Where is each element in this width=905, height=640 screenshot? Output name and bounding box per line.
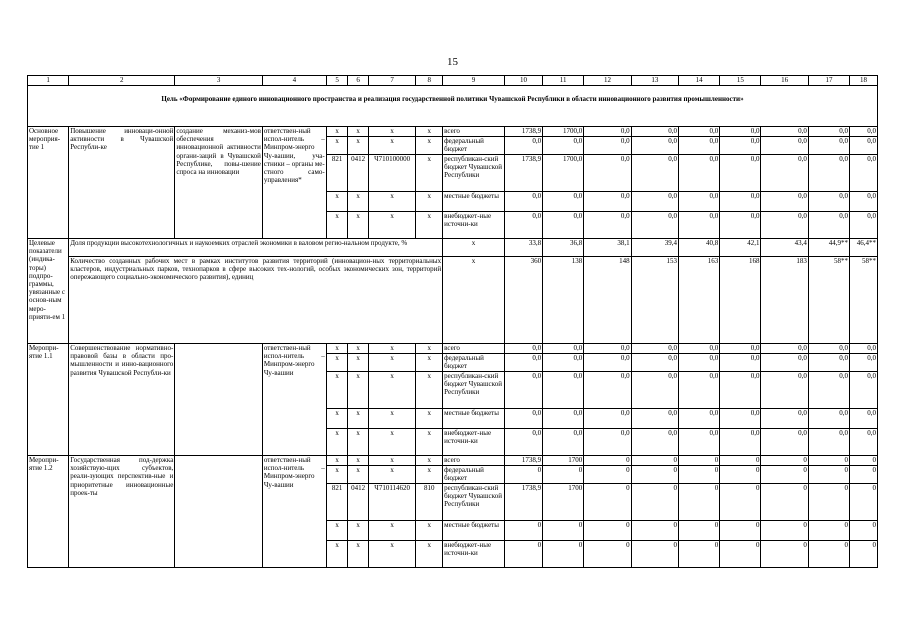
funding-value: 1700 — [543, 456, 584, 466]
funding-source: всего — [443, 456, 505, 466]
csr-code: x — [368, 466, 415, 484]
funding-value: 0 — [504, 521, 542, 541]
funding-value: 0 — [761, 456, 808, 466]
funding-value: 0 — [584, 456, 631, 466]
funding-value: 0,0 — [761, 127, 808, 137]
column-number: 1 — [28, 76, 69, 86]
rz-code: x — [348, 372, 369, 409]
funding-source: внебюджет-ные источни-ки — [443, 541, 505, 568]
csr-code: x — [368, 212, 415, 239]
rz-code: 0412 — [348, 484, 369, 521]
funding-value: 1738,9 — [504, 456, 542, 466]
funding-value: 0,0 — [850, 137, 878, 155]
funding-value: 0,0 — [808, 127, 849, 137]
funding-value: 0,0 — [584, 127, 631, 137]
funding-value: 0,0 — [679, 212, 720, 239]
funding-value: 1738,9 — [504, 484, 542, 521]
grbs-code: x — [326, 521, 348, 541]
m11-goal — [175, 344, 263, 456]
grbs-code: x — [326, 354, 348, 372]
funding-value: 0,0 — [808, 409, 849, 429]
funding-value: 0,0 — [850, 127, 878, 137]
vr-code: x — [416, 541, 443, 568]
funding-value: 0,0 — [631, 212, 678, 239]
funding-value: 0 — [679, 484, 720, 521]
indicator-value: 148 — [584, 257, 631, 344]
funding-value: 0,0 — [543, 354, 584, 372]
funding-value: 0 — [631, 466, 678, 484]
vr-code: x — [416, 155, 443, 192]
vr-code: x — [416, 429, 443, 456]
funding-value: 0,0 — [584, 137, 631, 155]
column-number: 4 — [262, 76, 326, 86]
funding-value: 0 — [720, 466, 761, 484]
funding-value: 0,0 — [504, 137, 542, 155]
funding-value: 0,0 — [761, 192, 808, 212]
goal-row — [28, 86, 878, 113]
grbs-code: x — [326, 127, 348, 137]
funding-value: 0,0 — [808, 372, 849, 409]
funding-value: 0 — [761, 466, 808, 484]
funding-source: федеральный бюджет — [443, 354, 505, 372]
m12-responsible: ответствен-ный испол-нитель – Минпром-энерго Чу-вашии — [262, 456, 326, 568]
funding-value: 0 — [808, 466, 849, 484]
indicator-value: 36,8 — [543, 239, 584, 257]
funding-value: 0,0 — [720, 212, 761, 239]
rz-code: x — [348, 344, 369, 354]
m11-row-total — [28, 344, 878, 354]
grbs-code: x — [326, 466, 348, 484]
funding-value: 0,0 — [850, 409, 878, 429]
main1-responsible: ответствен-ный испол-нитель – Минпром-энерго Чу-вашии, уча-стники – органы ме-стного само-управления* — [262, 127, 326, 239]
funding-value: 0,0 — [504, 429, 542, 456]
funding-value: 0,0 — [761, 354, 808, 372]
csr-code: x — [368, 409, 415, 429]
funding-value: 0,0 — [808, 192, 849, 212]
funding-value: 0 — [504, 466, 542, 484]
indicator-row-2 — [28, 257, 878, 344]
csr-code: x — [368, 541, 415, 568]
vr-code: x — [416, 456, 443, 466]
csr-code: x — [368, 344, 415, 354]
funding-value: 0,0 — [679, 409, 720, 429]
funding-value: 0,0 — [584, 372, 631, 409]
vr-code: x — [416, 344, 443, 354]
rz-code: x — [348, 466, 369, 484]
funding-value: 0,0 — [584, 192, 631, 212]
funding-value: 0,0 — [808, 137, 849, 155]
indicator-value: 138 — [543, 257, 584, 344]
csr-code: Ч710100000 — [368, 155, 415, 192]
funding-value: 0,0 — [679, 429, 720, 456]
funding-value: 0,0 — [504, 212, 542, 239]
funding-value: 0,0 — [761, 155, 808, 192]
indicator-value: 43,4 — [761, 239, 808, 257]
m12-label: Меропри-ятие 1.2 — [28, 456, 69, 568]
funding-value: 0,0 — [808, 429, 849, 456]
funding-value: 0,0 — [808, 354, 849, 372]
funding-value: 0,0 — [761, 344, 808, 354]
funding-value: 0,0 — [679, 127, 720, 137]
main1-name: Повышение инноваци-онной активности в Чувашской Республи-ке — [69, 127, 175, 239]
funding-value: 0,0 — [761, 429, 808, 456]
column-number: 15 — [720, 76, 761, 86]
vr-code: x — [416, 212, 443, 239]
funding-value: 0 — [679, 521, 720, 541]
indicator-value: 153 — [631, 257, 678, 344]
vr-code: x — [416, 372, 443, 409]
grbs-code: x — [326, 212, 348, 239]
funding-value: 0,0 — [720, 192, 761, 212]
funding-source: внебюджет-ные источни-ки — [443, 429, 505, 456]
program-table — [27, 75, 878, 568]
column-number: 6 — [348, 76, 369, 86]
funding-value: 0,0 — [504, 354, 542, 372]
funding-value: 0,0 — [679, 155, 720, 192]
funding-source: республикан-ский бюджет Чувашской Республики — [443, 372, 505, 409]
rz-code: x — [348, 212, 369, 239]
rz-code: x — [348, 429, 369, 456]
funding-value: 0,0 — [504, 192, 542, 212]
indicator-name: Доля продукции высокотехнологичных и наукоемких отраслей экономики в валовом регио-нальном продукте, % — [69, 239, 443, 257]
m11-responsible: ответствен-ный испол-нитель – Минпром-энерго Чу-вашии — [262, 344, 326, 456]
indicator-value: 33,8 — [504, 239, 542, 257]
csr-code: x — [368, 456, 415, 466]
rz-code: x — [348, 137, 369, 155]
column-number: 7 — [368, 76, 415, 86]
csr-code: x — [368, 372, 415, 409]
grbs-code: x — [326, 372, 348, 409]
funding-source: всего — [443, 344, 505, 354]
funding-value: 0,0 — [504, 372, 542, 409]
spacer-row — [28, 112, 878, 127]
column-number: 11 — [543, 76, 584, 86]
rz-code: x — [348, 127, 369, 137]
funding-value: 0,0 — [679, 344, 720, 354]
column-number-row — [28, 76, 878, 86]
funding-source: внебюджет-ные источни-ки — [443, 212, 505, 239]
funding-value: 0 — [631, 456, 678, 466]
funding-value: 0,0 — [679, 137, 720, 155]
column-number: 14 — [679, 76, 720, 86]
funding-value: 0,0 — [850, 155, 878, 192]
vr-code: x — [416, 127, 443, 137]
funding-value: 1700 — [543, 484, 584, 521]
indicators-label: Целевые показатели (индика-торы) подпро-граммы, увязанные с основ-ным меро-прияти-ем 1 — [28, 239, 69, 344]
rz-code: 0412 — [348, 155, 369, 192]
column-number: 13 — [631, 76, 678, 86]
funding-value: 0 — [584, 484, 631, 521]
grbs-code: 821 — [326, 484, 348, 521]
funding-value: 1738,9 — [504, 127, 542, 137]
rz-code: x — [348, 192, 369, 212]
funding-value: 0 — [543, 466, 584, 484]
grbs-code: x — [326, 137, 348, 155]
funding-value: 0,0 — [720, 409, 761, 429]
grbs-code: 821 — [326, 155, 348, 192]
grbs-code: x — [326, 429, 348, 456]
funding-source: республикан-ский бюджет Чувашской Республики — [443, 155, 505, 192]
funding-value: 0,0 — [543, 212, 584, 239]
funding-value: 0,0 — [850, 212, 878, 239]
funding-value: 0 — [808, 456, 849, 466]
funding-value: 0,0 — [720, 429, 761, 456]
funding-value: 0 — [808, 521, 849, 541]
grbs-code: x — [326, 456, 348, 466]
funding-source: республикан-ский бюджет Чувашской Республики — [443, 484, 505, 521]
indicator-value: 46,4** — [850, 239, 878, 257]
funding-value: 0 — [808, 484, 849, 521]
indicator-value: 183 — [761, 257, 808, 344]
funding-value: 0,0 — [761, 137, 808, 155]
rz-code: x — [348, 409, 369, 429]
funding-value: 1700,0 — [543, 155, 584, 192]
funding-value: 0 — [808, 541, 849, 568]
funding-value: 0,0 — [631, 344, 678, 354]
m12-goal — [175, 456, 263, 568]
vr-code: x — [416, 409, 443, 429]
main1-label: Основное мероприя-тие 1 — [28, 127, 69, 239]
funding-value: 0,0 — [679, 354, 720, 372]
funding-value: 1700,0 — [543, 127, 584, 137]
indicator-value: 40,8 — [679, 239, 720, 257]
funding-value: 0,0 — [543, 372, 584, 409]
funding-value: 0,0 — [679, 372, 720, 409]
vr-code: x — [416, 521, 443, 541]
funding-source: федеральный бюджет — [443, 137, 505, 155]
funding-value: 0,0 — [720, 127, 761, 137]
indicator-value: 58** — [808, 257, 849, 344]
m11-name: Совершенствование нормативно-правовой базы в области про-мышленности и инно-вационного развития Чувашской Республи-ки — [69, 344, 175, 456]
funding-value: 0,0 — [850, 372, 878, 409]
funding-value: 0,0 — [543, 344, 584, 354]
funding-source: местные бюджеты — [443, 521, 505, 541]
column-number: 2 — [69, 76, 175, 86]
funding-value: 0,0 — [584, 155, 631, 192]
column-number: 9 — [443, 76, 505, 86]
funding-value: 0 — [679, 541, 720, 568]
funding-value: 1738,9 — [504, 155, 542, 192]
funding-value: 0 — [631, 521, 678, 541]
csr-code: x — [368, 354, 415, 372]
funding-value: 0,0 — [808, 212, 849, 239]
funding-value: 0,0 — [584, 344, 631, 354]
indicator-value: 38,1 — [584, 239, 631, 257]
csr-code: x — [368, 127, 415, 137]
m12-row-total — [28, 456, 878, 466]
funding-value: 0,0 — [543, 409, 584, 429]
column-number: 3 — [175, 76, 263, 86]
funding-value: 0,0 — [631, 137, 678, 155]
indicator-row-1 — [28, 239, 878, 257]
funding-value: 0 — [761, 541, 808, 568]
funding-value: 0,0 — [631, 409, 678, 429]
funding-value: 0 — [850, 466, 878, 484]
main1-goal: создание механиз-мов обеспечения инновационной активности органи-заций в Чувашской Республике, повы-шение спроса на инновации — [175, 127, 263, 239]
funding-value: 0,0 — [720, 354, 761, 372]
funding-value: 0 — [850, 484, 878, 521]
indicator-value: 163 — [679, 257, 720, 344]
funding-value: 0,0 — [720, 155, 761, 192]
grbs-code: x — [326, 344, 348, 354]
funding-value: 0,0 — [761, 212, 808, 239]
funding-value: 0,0 — [584, 429, 631, 456]
goal-title: Цель «Формирование единого инновационного пространства и реализация государственной политики Чувашской Республики в области инновационного развития промышленности» — [28, 86, 878, 113]
indicator-unit: x — [443, 257, 505, 344]
funding-value: 0,0 — [761, 372, 808, 409]
column-number: 8 — [416, 76, 443, 86]
column-number: 10 — [504, 76, 542, 86]
funding-value: 0,0 — [850, 354, 878, 372]
vr-code: x — [416, 137, 443, 155]
csr-code: x — [368, 192, 415, 212]
csr-code: x — [368, 137, 415, 155]
funding-value: 0 — [584, 541, 631, 568]
main1-row-total — [28, 127, 878, 137]
funding-value: 0,0 — [631, 155, 678, 192]
funding-value: 0 — [584, 521, 631, 541]
vr-code: x — [416, 466, 443, 484]
indicator-value: 360 — [504, 257, 542, 344]
rz-code: x — [348, 521, 369, 541]
funding-value: 0 — [504, 541, 542, 568]
funding-value: 0,0 — [850, 429, 878, 456]
funding-value: 0 — [543, 521, 584, 541]
csr-code: Ч710114620 — [368, 484, 415, 521]
funding-value: 0,0 — [631, 372, 678, 409]
funding-value: 0 — [679, 466, 720, 484]
funding-value: 0 — [679, 456, 720, 466]
funding-value: 0 — [850, 541, 878, 568]
funding-value: 0,0 — [543, 137, 584, 155]
rz-code: x — [348, 456, 369, 466]
indicator-value: 168 — [720, 257, 761, 344]
funding-value: 0,0 — [808, 344, 849, 354]
funding-value: 0 — [720, 456, 761, 466]
funding-value: 0 — [631, 484, 678, 521]
column-number: 16 — [761, 76, 808, 86]
rz-code: x — [348, 541, 369, 568]
csr-code: x — [368, 429, 415, 456]
funding-value: 0,0 — [850, 344, 878, 354]
funding-source: федеральный бюджет — [443, 466, 505, 484]
funding-value: 0 — [720, 521, 761, 541]
indicator-value: 44,9** — [808, 239, 849, 257]
funding-value: 0 — [850, 521, 878, 541]
indicator-name: Количество созданных рабочих мест в рамках институтов развития территорий (инновацион-ных территориальных кластеров, индустриальных парков, технопарков в сфере высоких тех-нологий, особых экономических зон, территорий опережающего социально-экономического развития), единиц — [69, 257, 443, 344]
funding-value: 0,0 — [631, 354, 678, 372]
funding-value: 0,0 — [720, 344, 761, 354]
vr-code: x — [416, 354, 443, 372]
m12-name: Государственная под-держка хозяйствую-щих субъектов, реали-зующих перспектив-ные и приоритетные инновационные проек-ты — [69, 456, 175, 568]
m11-label: Меропри-ятие 1.1 — [28, 344, 69, 456]
indicator-unit: x — [443, 239, 505, 257]
rz-code: x — [348, 354, 369, 372]
funding-value: 0 — [631, 541, 678, 568]
indicator-value: 39,4 — [631, 239, 678, 257]
funding-value: 0,0 — [631, 192, 678, 212]
column-number: 18 — [850, 76, 878, 86]
funding-value: 0 — [720, 541, 761, 568]
vr-code: x — [416, 192, 443, 212]
funding-value: 0,0 — [543, 192, 584, 212]
funding-value: 0,0 — [720, 372, 761, 409]
funding-value: 0 — [761, 484, 808, 521]
funding-value: 0,0 — [504, 344, 542, 354]
funding-value: 0,0 — [584, 212, 631, 239]
csr-code: x — [368, 521, 415, 541]
funding-value: 0,0 — [808, 155, 849, 192]
indicator-value: 42,1 — [720, 239, 761, 257]
column-number: 5 — [326, 76, 348, 86]
funding-value: 0 — [584, 466, 631, 484]
funding-value: 0,0 — [504, 409, 542, 429]
funding-source: местные бюджеты — [443, 192, 505, 212]
column-number: 17 — [808, 76, 849, 86]
spacer — [28, 112, 878, 127]
funding-value: 0,0 — [584, 354, 631, 372]
grbs-code: x — [326, 541, 348, 568]
funding-source: местные бюджеты — [443, 409, 505, 429]
funding-value: 0,0 — [720, 137, 761, 155]
funding-value: 0 — [720, 484, 761, 521]
funding-value: 0,0 — [631, 429, 678, 456]
funding-value: 0,0 — [679, 192, 720, 212]
funding-value: 0 — [850, 456, 878, 466]
funding-source: всего — [443, 127, 505, 137]
funding-value: 0 — [761, 521, 808, 541]
funding-value: 0,0 — [543, 429, 584, 456]
grbs-code: x — [326, 409, 348, 429]
grbs-code: x — [326, 192, 348, 212]
funding-value: 0,0 — [631, 127, 678, 137]
funding-value: 0 — [543, 541, 584, 568]
funding-value: 0,0 — [584, 409, 631, 429]
column-number: 12 — [584, 76, 631, 86]
page-number: 15 — [447, 56, 458, 68]
indicator-value: 58** — [850, 257, 878, 344]
funding-value: 0,0 — [761, 409, 808, 429]
funding-value: 0,0 — [850, 192, 878, 212]
vr-code: 810 — [416, 484, 443, 521]
